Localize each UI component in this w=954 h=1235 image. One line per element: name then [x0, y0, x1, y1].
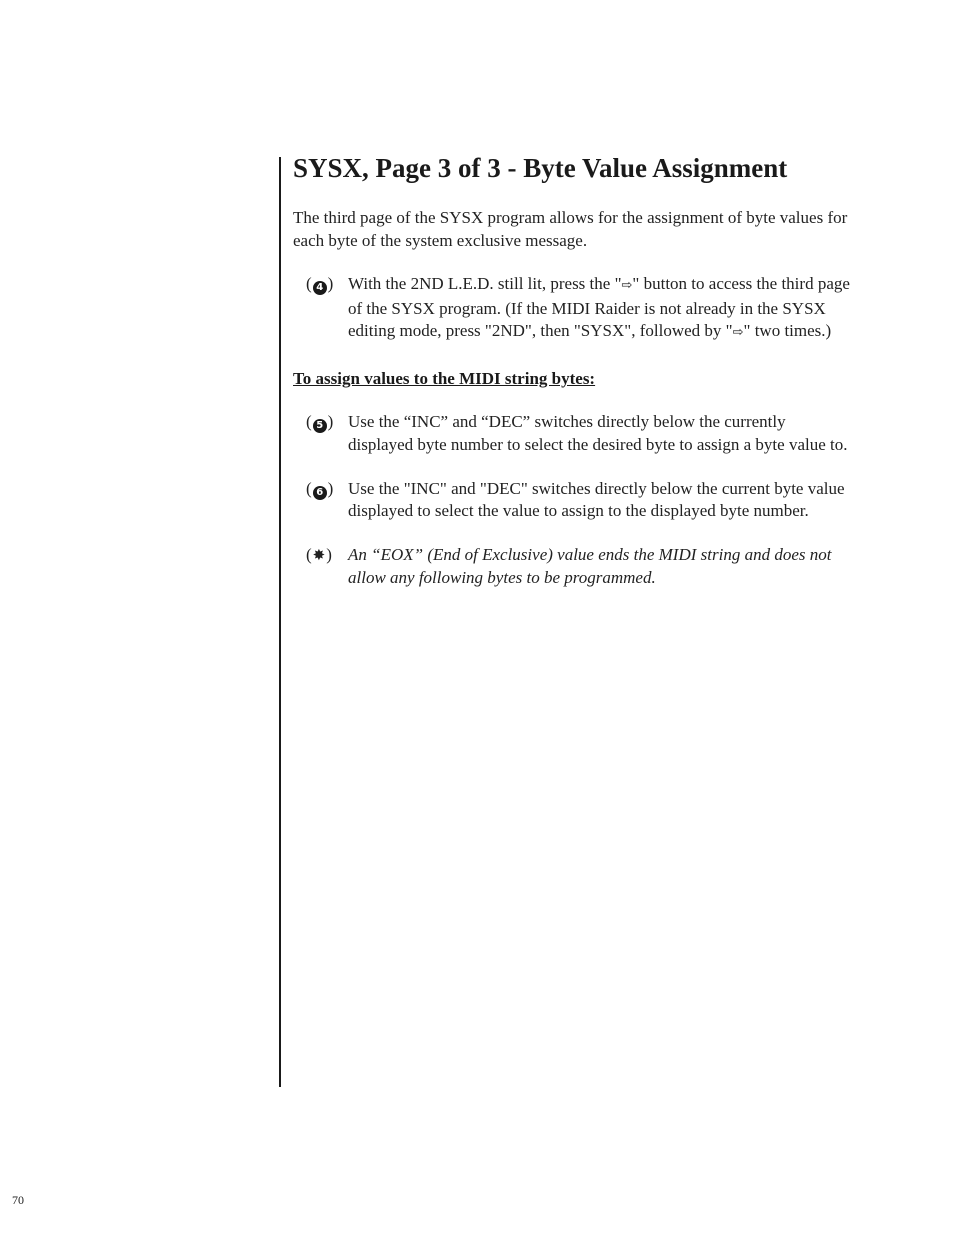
number-4-icon: 4: [313, 281, 327, 295]
number-5-icon: 5: [313, 419, 327, 433]
step-marker: ( 5 ): [306, 412, 334, 432]
step-text: With the 2ND L.E.D. still lit, press the "⇨" button to access the third page of the SYSX program. (If the MIDI Raider is not already in the SYSX editing mode, press "2ND", then "SYSX", followed by "⇨" two times.): [348, 274, 850, 341]
page-number: 70: [12, 1193, 24, 1207]
margin-rule: [279, 157, 281, 1087]
asterisk-icon: ✸: [312, 545, 326, 564]
step-text: Use the “INC” and “DEC” switches directly below the currently displayed byte number to select the desired byte to assign a byte value to.: [348, 412, 848, 454]
step-text: Use the "INC" and "DEC" switches directly below the current byte value displayed to select the value to assign to the displayed byte number.: [348, 478, 845, 521]
right-arrow-icon: ⇨: [621, 278, 633, 293]
step-4: [293, 273, 853, 345]
number-6-icon: 6: [313, 486, 327, 500]
page-content: [293, 150, 853, 589]
note-marker: (✸): [306, 544, 332, 564]
right-arrow-icon: ⇨: [732, 325, 744, 341]
subheading: To assign values to the MIDI string bytes:: [293, 369, 596, 389]
intro-paragraph: The third page of the SYSX program allows for the assignment of byte values for each byte of the system exclusive message.: [293, 208, 848, 250]
step-marker: ( 6 ): [306, 478, 334, 498]
step-6: [293, 478, 853, 523]
section-heading: SYSX, Page 3 of 3 - Byte Value Assignment: [293, 153, 788, 183]
step-marker: ( 4 ): [306, 274, 334, 293]
note-text: An “EOX” (End of Exclusive) value ends the MIDI string and does not allow any following bytes to be programmed.: [348, 544, 832, 587]
step-5: [293, 411, 853, 456]
note: [293, 544, 853, 589]
